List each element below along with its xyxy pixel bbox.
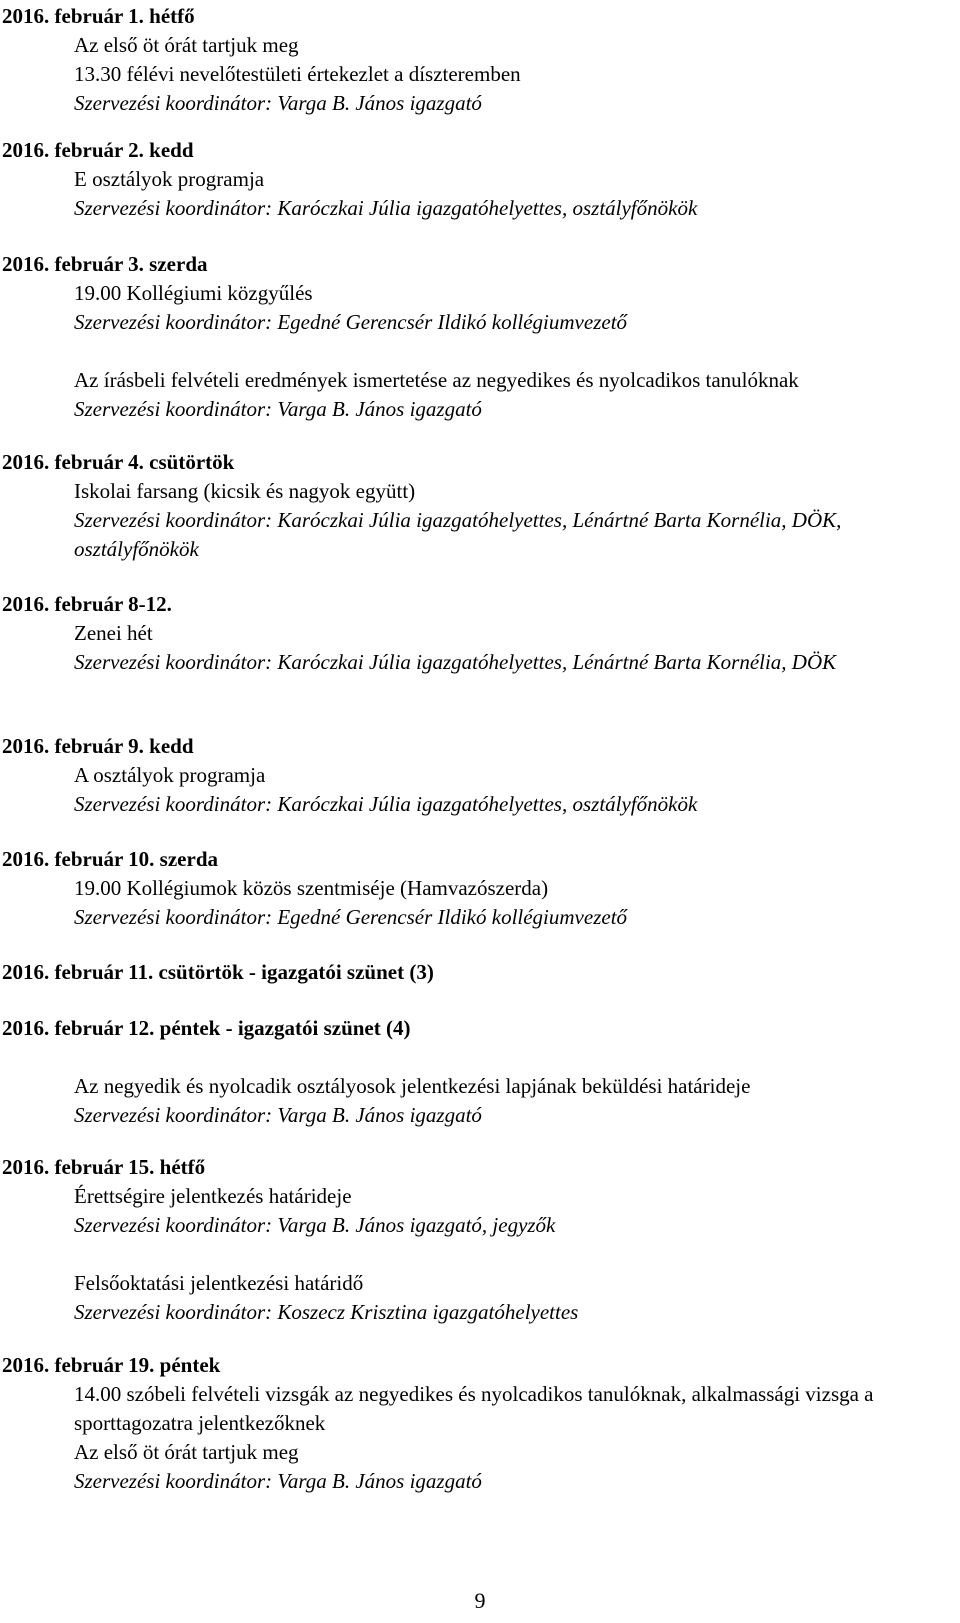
entry-feb-3: [0, 250, 960, 424]
event-line: Iskolai farsang (kicsik és nagyok együtt): [74, 479, 416, 503]
entry-feb-1: [0, 2, 960, 118]
coordinator-line: Szervezési koordinátor: Varga B. János igazgató: [74, 397, 482, 421]
date-heading: 2016. február 2. kedd: [2, 138, 194, 162]
coordinator-line: Szervezési koordinátor: Karóczkai Júlia igazgatóhelyettes, osztályfőnökök: [74, 792, 698, 816]
coordinator-line: Szervezési koordinátor: Egedné Gerencsér Ildikó kollégiumvezető: [74, 905, 628, 929]
event-line: A osztályok programja: [74, 763, 266, 787]
entry-feb-12: [0, 1014, 960, 1130]
event-line: Az írásbeli felvételi eredmények ismertetése az negyedikes és nyolcadikos tanulóknak: [74, 368, 799, 392]
coordinator-line: Szervezési koordinátor: Varga B. János igazgató: [74, 91, 482, 115]
date-heading: 2016. február 4. csütörtök: [2, 450, 235, 474]
event-line: Az negyedik és nyolcadik osztályosok jelentkezési lapjának beküldési határideje: [74, 1074, 751, 1098]
coordinator-line: Szervezési koordinátor: Varga B. János igazgató, jegyzők: [74, 1213, 556, 1237]
coordinator-line: Szervezési koordinátor: Karóczkai Júlia igazgatóhelyettes, Lénártné Barta Kornélia, DÖK: [74, 650, 837, 674]
coordinator-line: Szervezési koordinátor: Karóczkai Júlia igazgatóhelyettes, osztályfőnökök: [74, 196, 698, 220]
entry-feb-19: [0, 1351, 960, 1496]
event-line: 13.30 félévi nevelőtestületi értekezlet a díszteremben: [74, 62, 521, 86]
event-line: E osztályok programja: [74, 167, 265, 191]
entry-feb-11: [0, 958, 960, 987]
date-heading: 2016. február 8-12.: [2, 592, 172, 616]
entry-feb-15: [0, 1153, 960, 1327]
entry-feb-4: [0, 448, 960, 564]
date-heading: 2016. február 15. hétfő: [2, 1155, 206, 1179]
entry-feb-10: [0, 845, 960, 932]
date-heading: 2016. február 12. péntek - igazgatói szünet (4): [2, 1016, 411, 1040]
coordinator-line: Szervezési koordinátor: Egedné Gerencsér Ildikó kollégiumvezető: [74, 310, 628, 334]
coordinator-line: Szervezési koordinátor: Varga B. János igazgató: [74, 1469, 482, 1493]
date-heading: 2016. február 19. péntek: [2, 1353, 221, 1377]
page-number: 9: [474, 1588, 486, 1613]
date-heading: 2016. február 3. szerda: [2, 252, 208, 276]
event-line: Érettségire jelentkezés határideje: [74, 1184, 352, 1208]
entry-feb-8-12: [0, 590, 960, 677]
event-line: 19.00 Kollégiumi közgyűlés: [74, 281, 313, 305]
date-heading: 2016. február 1. hétfő: [2, 4, 195, 28]
date-heading: 2016. február 11. csütörtök - igazgatói szünet (3): [2, 960, 434, 984]
event-line: Az első öt órát tartjuk meg: [74, 1440, 299, 1464]
event-line: 19.00 Kollégiumok közös szentmiséje (Hamvazószerda): [74, 876, 549, 900]
coordinator-line: Szervezési koordinátor: Karóczkai Júlia igazgatóhelyettes, Lénártné Barta Kornélia, DÖK, osztályfőnökök: [74, 508, 842, 561]
coordinator-line: Szervezési koordinátor: Varga B. János igazgató: [74, 1103, 482, 1127]
date-heading: 2016. február 10. szerda: [2, 847, 218, 871]
entry-feb-2: [0, 136, 960, 223]
event-line: Felsőoktatási jelentkezési határidő: [74, 1271, 364, 1295]
coordinator-line: Szervezési koordinátor: Koszecz Krisztina igazgatóhelyettes: [74, 1300, 579, 1324]
event-line: Az első öt órát tartjuk meg: [74, 33, 299, 57]
event-line: 14.00 szóbeli felvételi vizsgák az negyedikes és nyolcadikos tanulóknak, alkalmassági vizsga a sporttagozatra jelentkezőknek: [74, 1382, 874, 1435]
event-line: Zenei hét: [74, 621, 153, 645]
entry-feb-9: [0, 732, 960, 819]
date-heading: 2016. február 9. kedd: [2, 734, 194, 758]
